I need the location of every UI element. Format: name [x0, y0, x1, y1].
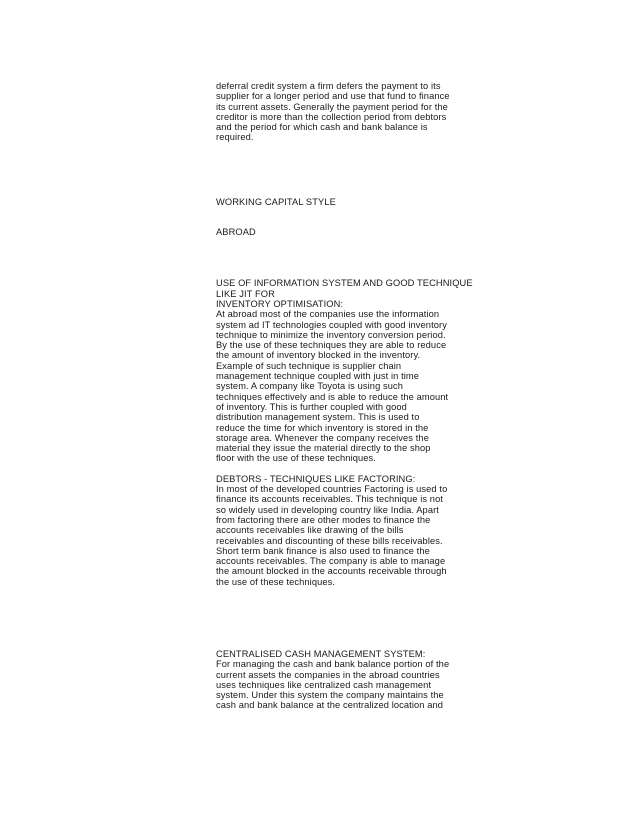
- section-heading-style: WORKING CAPITAL STYLE: [216, 196, 336, 207]
- text-line: USE OF INFORMATION SYSTEM AND GOOD TECHNIQUE: [216, 278, 473, 289]
- text-line: and the period for which cash and bank balance is: [216, 122, 428, 133]
- text-line: At abroad most of the companies use the information: [216, 309, 440, 320]
- text-line: accounts receivables. The company is able to manage: [216, 556, 446, 567]
- text-line: Example of such technique is supplier chain: [216, 360, 402, 371]
- text-line: from factoring there are other modes to finance the: [216, 514, 431, 525]
- text-line: By the use of these techniques they are able to reduce: [216, 340, 447, 351]
- text-line: LIKE JIT FOR: [216, 288, 275, 299]
- text-line: system ad IT technologies coupled with good inventory: [216, 319, 447, 330]
- text-line: system. Under this system the company maintains the: [216, 690, 444, 701]
- text-line: management technique coupled with just in time: [216, 371, 420, 382]
- text-line: required.: [216, 132, 254, 143]
- text-line: cash and bank balance at the centralized location and: [216, 700, 444, 711]
- text-line: technique to minimize the inventory conversion period.: [216, 329, 446, 340]
- text-line: the amount blocked in the accounts receivable through: [216, 566, 447, 577]
- text-line: DEBTORS - TECHNIQUES LIKE FACTORING:: [216, 473, 416, 484]
- text-line: reduce the time for which inventory is stored in the: [216, 422, 429, 433]
- text-line: For managing the cash and bank balance portion of the: [216, 659, 450, 670]
- inventory-paragraph: [216, 278, 478, 463]
- text-line: accounts receivables like drawing of the bills: [216, 525, 404, 536]
- text-line: In most of the developed countries Factoring is used to: [216, 484, 448, 495]
- text-line: distribution management system. This is used to: [216, 412, 420, 423]
- spacer: [216, 587, 478, 649]
- text-line: supplier for a longer period and use that fund to finance: [216, 91, 450, 102]
- cash-paragraph: [216, 649, 478, 711]
- spacer: [216, 237, 478, 278]
- text-line: floor with the use of these techniques.: [216, 453, 376, 464]
- text-line: finance its accounts receivables. This technique is not: [216, 494, 444, 505]
- text-line: deferral credit system a firm defers the payment to its: [216, 81, 441, 91]
- section-heading-abroad: ABROAD: [216, 227, 256, 238]
- intro-paragraph: [216, 81, 478, 143]
- text-line: current assets the companies in the abroad countries: [216, 669, 440, 680]
- text-line: storage area. Whenever the company receives the: [216, 432, 429, 443]
- text-line: the use of these techniques.: [216, 576, 336, 587]
- text-column: [216, 81, 478, 734]
- text-line: its current assets. Generally the payment period for the: [216, 101, 448, 112]
- text-line: so widely used in developing country like India. Apart: [216, 504, 439, 515]
- text-line: uses techniques like centralized cash management: [216, 679, 432, 690]
- debtors-paragraph: [216, 474, 478, 587]
- text-line: system. A company like Toyota is using such: [216, 381, 404, 392]
- spacer: [216, 464, 478, 474]
- text-line: material they issue the material directly to the shop: [216, 443, 431, 454]
- text-line: CENTRALISED CASH MANAGEMENT SYSTEM:: [216, 648, 426, 659]
- text-line: receivables and discounting of these bills receivables.: [216, 535, 443, 546]
- text-line: of inventory. This is further coupled with good: [216, 401, 407, 412]
- text-line: creditor is more than the collection period from debtors: [216, 111, 447, 122]
- text-line: Short term bank finance is also used to finance the: [216, 545, 430, 556]
- text-line: INVENTORY OPTIMISATION:: [216, 298, 344, 309]
- spacer: [216, 207, 478, 227]
- text-line: the amount of inventory blocked in the inventory.: [216, 350, 421, 361]
- text-line: techniques effectively and is able to reduce the amount: [216, 391, 449, 402]
- spacer: [216, 143, 478, 197]
